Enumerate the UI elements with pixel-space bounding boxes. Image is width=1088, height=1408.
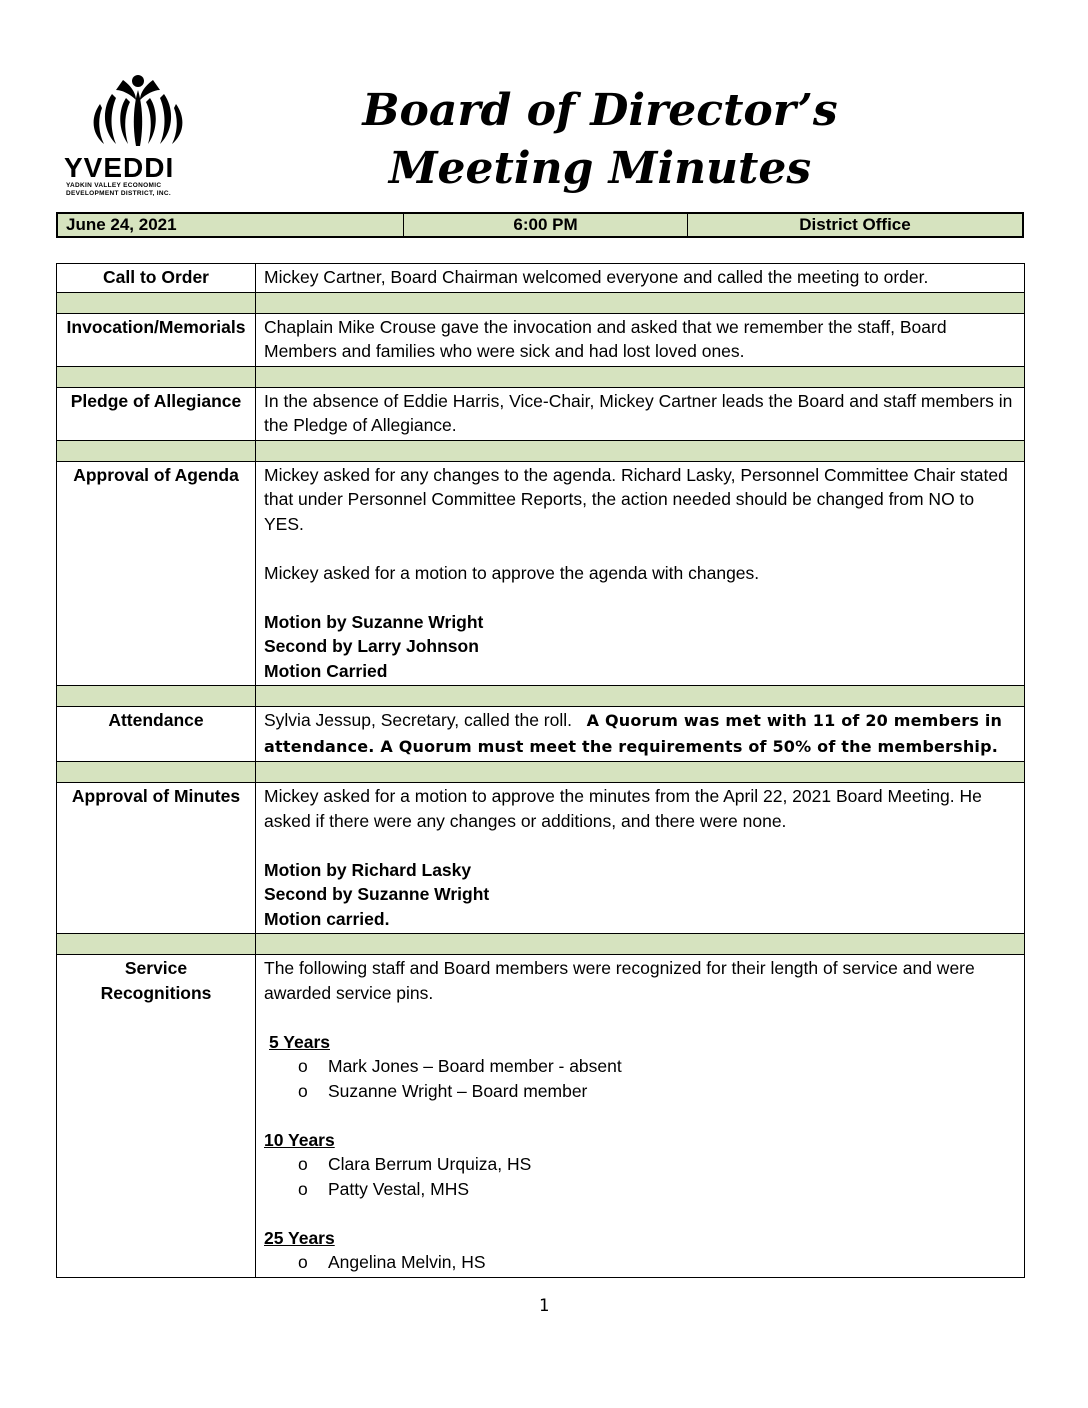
separator-row xyxy=(57,440,1025,461)
meeting-date: June 24, 2021 xyxy=(58,214,404,236)
section-label: Approval of Minutes xyxy=(57,783,256,934)
row-approval-of-minutes xyxy=(57,783,1025,934)
group-heading: 5 Years xyxy=(269,1031,330,1052)
page-number: 1 xyxy=(538,1296,550,1316)
title-line-1: Board of Director’s xyxy=(362,85,838,136)
attendance-text: Sylvia Jessup, Secretary, called the roll. xyxy=(264,710,573,730)
minutes-text: Mickey asked for a motion to approve the minutes from the April 22, 2021 Board Meeting. He asked if there were any changes or additions, and there were none. xyxy=(264,786,982,831)
agenda-motion-request: Mickey asked for a motion to approve the agenda with changes. xyxy=(264,562,760,583)
row-attendance xyxy=(57,707,1025,762)
second-by: Second by Suzanne Wright xyxy=(264,884,490,904)
section-label: Approval of Agenda xyxy=(57,461,256,686)
separator-row xyxy=(57,934,1025,955)
list-item: o Angelina Melvin, HS xyxy=(298,1250,1016,1275)
separator-row xyxy=(57,762,1025,783)
recognition-list xyxy=(264,1250,1016,1275)
section-content: Mickey Cartner, Board Chairman welcomed everyone and called the meeting to order. xyxy=(256,264,1025,293)
motion-by: Motion by Richard Lasky xyxy=(264,859,472,880)
section-label: Service Recognitions xyxy=(57,955,256,1278)
service-intro: The following staff and Board members were recognized for their length of service and were awarded service pins. xyxy=(264,958,975,1003)
list-item: o Clara Berrum Urquiza, HS xyxy=(298,1152,1016,1177)
logo-figure-icon xyxy=(78,74,198,154)
motion-by: Motion by Suzanne Wright xyxy=(264,611,484,632)
yveddi-logo xyxy=(56,74,196,204)
row-service-recognitions xyxy=(57,955,1025,1278)
row-approval-of-agenda xyxy=(57,461,1025,686)
meeting-time: 6:00 PM xyxy=(404,214,688,236)
recognition-list xyxy=(264,1152,1016,1201)
meeting-location: District Office xyxy=(799,215,911,234)
section-label: Invocation/Memorials xyxy=(57,313,256,366)
list-item: o Suzanne Wright – Board member xyxy=(298,1079,1016,1104)
section-label: Pledge of Allegiance xyxy=(57,387,256,440)
group-heading: 25 Years xyxy=(264,1227,335,1248)
motion-result: Motion carried. xyxy=(264,908,390,929)
document-title xyxy=(350,82,850,198)
logo-name: YVEDDI xyxy=(64,152,175,183)
separator-row xyxy=(57,366,1025,387)
title-line-2: Meeting Minutes xyxy=(388,143,812,194)
logo-subtitle: YADKIN VALLEY ECONOMIC DEVELOPMENT DISTRICT, INC. xyxy=(66,182,171,197)
separator-row xyxy=(57,292,1025,313)
minutes-table xyxy=(56,263,1025,1278)
quorum-statement: A Quorum was met with 11 of 20 members in attendance. A Quorum must meet the requirements of 50% of the membership. xyxy=(264,711,1003,756)
row-pledge xyxy=(57,387,1025,440)
section-content: Chaplain Mike Crouse gave the invocation and asked that we remember the staff, Board Members and families who were sick and had lost loved ones. xyxy=(256,313,1025,366)
row-invocation xyxy=(57,313,1025,366)
section-label: Attendance xyxy=(57,707,256,762)
motion-result: Motion Carried xyxy=(264,660,388,681)
recognition-list xyxy=(264,1054,1016,1103)
agenda-text: Mickey asked for any changes to the agenda. Richard Lasky, Personnel Committee Chair stated that under Personnel Committee Reports, the action needed should be changed from NO to YES. xyxy=(264,464,1008,534)
section-content xyxy=(256,461,1025,686)
group-heading: 10 Years xyxy=(264,1129,335,1150)
separator-row xyxy=(57,686,1025,707)
list-item: o Patty Vestal, MHS xyxy=(298,1177,1016,1202)
section-content xyxy=(256,783,1025,934)
section-content: In the absence of Eddie Harris, Vice-Chair, Mickey Cartner leads the Board and staff members in the Pledge of Allegiance. xyxy=(256,387,1025,440)
section-content xyxy=(256,707,1025,762)
list-item: o Mark Jones – Board member - absent xyxy=(298,1054,1016,1079)
second-by: Second by Larry Johnson xyxy=(264,636,479,656)
section-content xyxy=(256,955,1025,1278)
row-call-to-order xyxy=(57,264,1025,293)
meeting-info-bar xyxy=(56,212,1024,238)
section-label: Call to Order xyxy=(57,264,256,293)
